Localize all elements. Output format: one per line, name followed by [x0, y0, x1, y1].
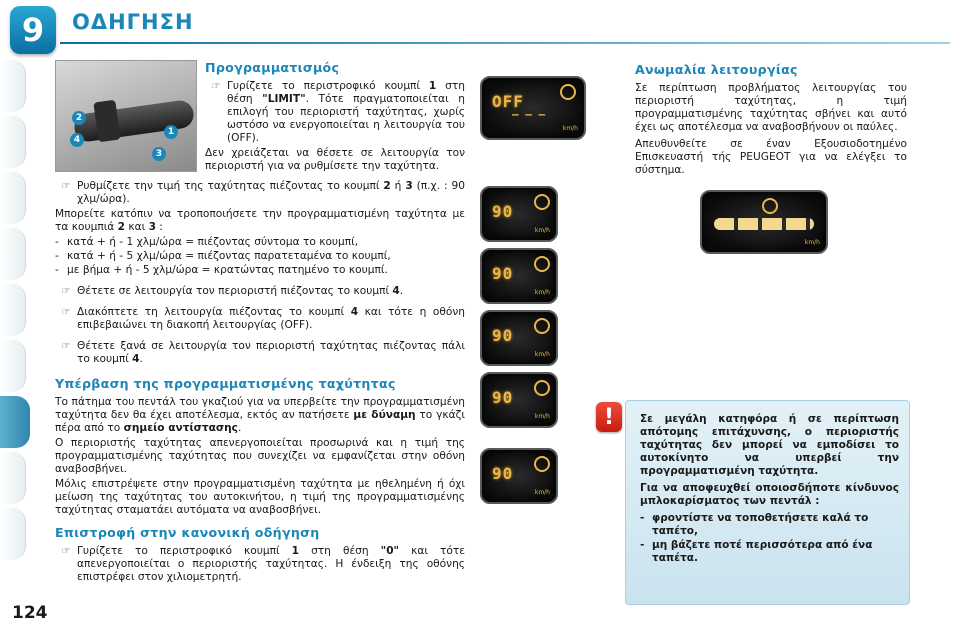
list-item: - μη βάζετε ποτέ περισσότερα από ένα ταπέτα. — [640, 539, 873, 564]
instruction-bullet: ☞ Γυρίζετε το περιστροφικό κουμπί 1 στη θέση "LIMIT". Τότε πραγματοποιείται η επιλογή του περιοριστή ταχύτητας, χωρίς ωστόσο να ενεργοποιείται η λειτουργία του (OFF). — [205, 80, 465, 145]
section-heading-fault: Ανωμαλία λειτουργίας — [635, 62, 798, 77]
paragraph: Απευθυνθείτε σε έναν Εξουσιοδοτημένο Επισκευαστή τής PEUGEOT για να ελέγξει το σύστημα. — [635, 138, 907, 176]
paragraph: Δεν χρειάζεται να θέσετε σε λειτουργία τον περιοριστή για να ρυθμίσετε την ταχύτητα. — [205, 147, 465, 172]
chapter-tab — [0, 452, 26, 504]
warning-paragraph: Σε μεγάλη κατηφόρα ή σε περίπτωση απότομης επιτάχυνσης, ο περιοριστής ταχύτητας δεν μπορεί να εμποδίσει το αυτοκίνητο να υπερβεί την προγραμματισμένη ταχύτητα. — [640, 413, 899, 477]
hand-pointer-icon: ☞ — [61, 307, 71, 318]
chapter-tab-active — [0, 396, 30, 448]
chapter-tab — [0, 340, 26, 392]
display-90: 90 km/h — [480, 186, 558, 242]
hand-pointer-icon: ☞ — [211, 81, 221, 92]
hand-pointer-icon: ☞ — [61, 181, 71, 192]
list-item: - κατά + ή - 5 χλμ/ώρα = πιέζοντας παρατεταμένα το κουμπί, — [55, 250, 391, 262]
instruction-bullet: ☞ Θέτετε σε λειτουργία τον περιοριστή πιέζοντας το κουμπί 4. — [55, 285, 465, 298]
speedometer-icon — [534, 256, 550, 272]
warning-note — [625, 400, 910, 605]
warning-icon: ! — [596, 402, 622, 432]
speedometer-icon — [534, 380, 550, 396]
display-90: 90 km/h — [480, 248, 558, 304]
hand-pointer-icon: ☞ — [61, 286, 71, 297]
cruise-stalk-photo — [55, 60, 197, 172]
chapter-number-badge: 9 — [10, 6, 56, 54]
section-heading-exceed: Υπέρβαση της προγραμματισμένης ταχύτητας — [55, 376, 396, 391]
stalk-lever — [73, 99, 196, 143]
chapter-tab — [0, 228, 26, 280]
list-item: - με βήμα + ή - 5 χλμ/ώρα = κρατώντας πατημένο το κουμπί. — [55, 264, 388, 276]
display-90-blinking: 90 km/h — [480, 448, 558, 504]
paragraph: Σε περίπτωση προβλήματος λειτουργίας του περιοριστή ταχύτητας, η τιμή προγραμματισμένης ταχύτητας σβήνει και αυτό έχει ως αποτέλεσμα να αναβοσβήνουν οι παύλες. — [635, 82, 907, 133]
list-item: - φροντίστε να τοποθετήσετε καλά το ταπέτο, — [640, 512, 869, 537]
paragraph: Μπορείτε κατόπιν να τροποποιήσετε την προγραμματισμένη ταχύτητα με τα κουμπιά 2 και 3 : — [55, 208, 465, 233]
instruction-bullet: ☞ Ρυθμίζετε την τιμή της ταχύτητας πιέζοντας το κουμπί 2 ή 3 (π.χ. : 90 χλμ/ώρα). — [55, 180, 465, 206]
paragraph: Μόλις επιστρέψετε στην προγραμματισμένη ταχύτητα με ηθελημένη ή όχι μείωση της ταχύτητας του αυτοκινήτου, η τιμή της προγραμματισμένης ταχύτητας σταματάει αυτόματα να αναβοσβήνει. — [55, 478, 465, 516]
chapter-tab — [0, 172, 26, 224]
chapter-tab — [0, 508, 26, 560]
paragraph: Το πάτημα του πεντάλ του γκαζιού για να υπερβείτε την προγραμματισμένη ταχύτητα δεν θα έχει αποτέλεσμα, εκτός αν πατήσετε με δύναμη το γκάζι πέρα από το σημείο αντίστασης. — [55, 396, 465, 434]
instruction-bullet: ☞ Γυρίζετε το περιστροφικό κουμπί 1 στη θέση "0" και τότε απενεργοποιείται ο περιοριστής ταχύτητας. Η ένδειξη της οθόνης επιστρέφει στον χιλιομετρητή. — [55, 545, 465, 584]
instruction-bullet: ☞ Θέτετε ξανά σε λειτουργία τον περιοριστή ταχύτητας πιέζοντας πάλι το κουμπί 4. — [55, 340, 465, 366]
speedometer-icon — [534, 194, 550, 210]
left-column — [55, 60, 465, 586]
photo-callout: 1 — [164, 125, 178, 139]
display-fault: km/h — [700, 190, 828, 254]
display-90: 90 km/h — [480, 310, 558, 366]
photo-callout: 4 — [70, 133, 84, 147]
right-column — [635, 62, 907, 179]
chapter-tab-strip — [0, 60, 32, 600]
photo-callout: 2 — [72, 111, 86, 125]
section-heading-programming: Προγραμματισμός — [205, 60, 340, 75]
chapter-tab — [0, 284, 26, 336]
warning-paragraph: Για να αποφευχθεί οποιοσδήποτε κίνδυνος μπλοκαρίσματος των πεντάλ : — [640, 482, 899, 507]
speedometer-icon — [534, 318, 550, 334]
flashing-dashes — [714, 218, 814, 230]
speedometer-icon — [560, 84, 576, 100]
chapter-tab — [0, 60, 26, 112]
page-number: 124 — [12, 603, 48, 623]
stalk-knob — [93, 100, 120, 143]
speedometer-icon — [534, 456, 550, 472]
hand-pointer-icon: ☞ — [61, 341, 71, 352]
list-item: - κατά + ή - 1 χλμ/ώρα = πιέζοντας σύντομα το κουμπί, — [55, 236, 359, 248]
header-divider — [60, 42, 950, 44]
display-90: 90 km/h — [480, 372, 558, 428]
display-off: OFF – – – km/h — [480, 76, 586, 140]
section-heading-normal-driving: Επιστροφή στην κανονική οδήγηση — [55, 525, 320, 540]
page-title: ΟΔΗΓΗΣΗ — [72, 10, 194, 34]
photo-callout: 3 — [152, 147, 166, 161]
paragraph: Ο περιοριστής ταχύτητας απενεργοποιείται προσωρινά και η τιμή της προγραμματισμένης ταχύτητας που συνεχίζει να εμφανίζεται στην οθόνη αναβοσβήνει. — [55, 437, 465, 475]
speedometer-icon — [762, 198, 778, 214]
chapter-tab — [0, 116, 26, 168]
hand-pointer-icon: ☞ — [61, 546, 71, 557]
instruction-bullet: ☞ Διακόπτετε τη λειτουργία πιέζοντας το κουμπί 4 και τότε η οθόνη επιβεβαιώνει τη διακοπή λειτουργίας (OFF). — [55, 306, 465, 332]
